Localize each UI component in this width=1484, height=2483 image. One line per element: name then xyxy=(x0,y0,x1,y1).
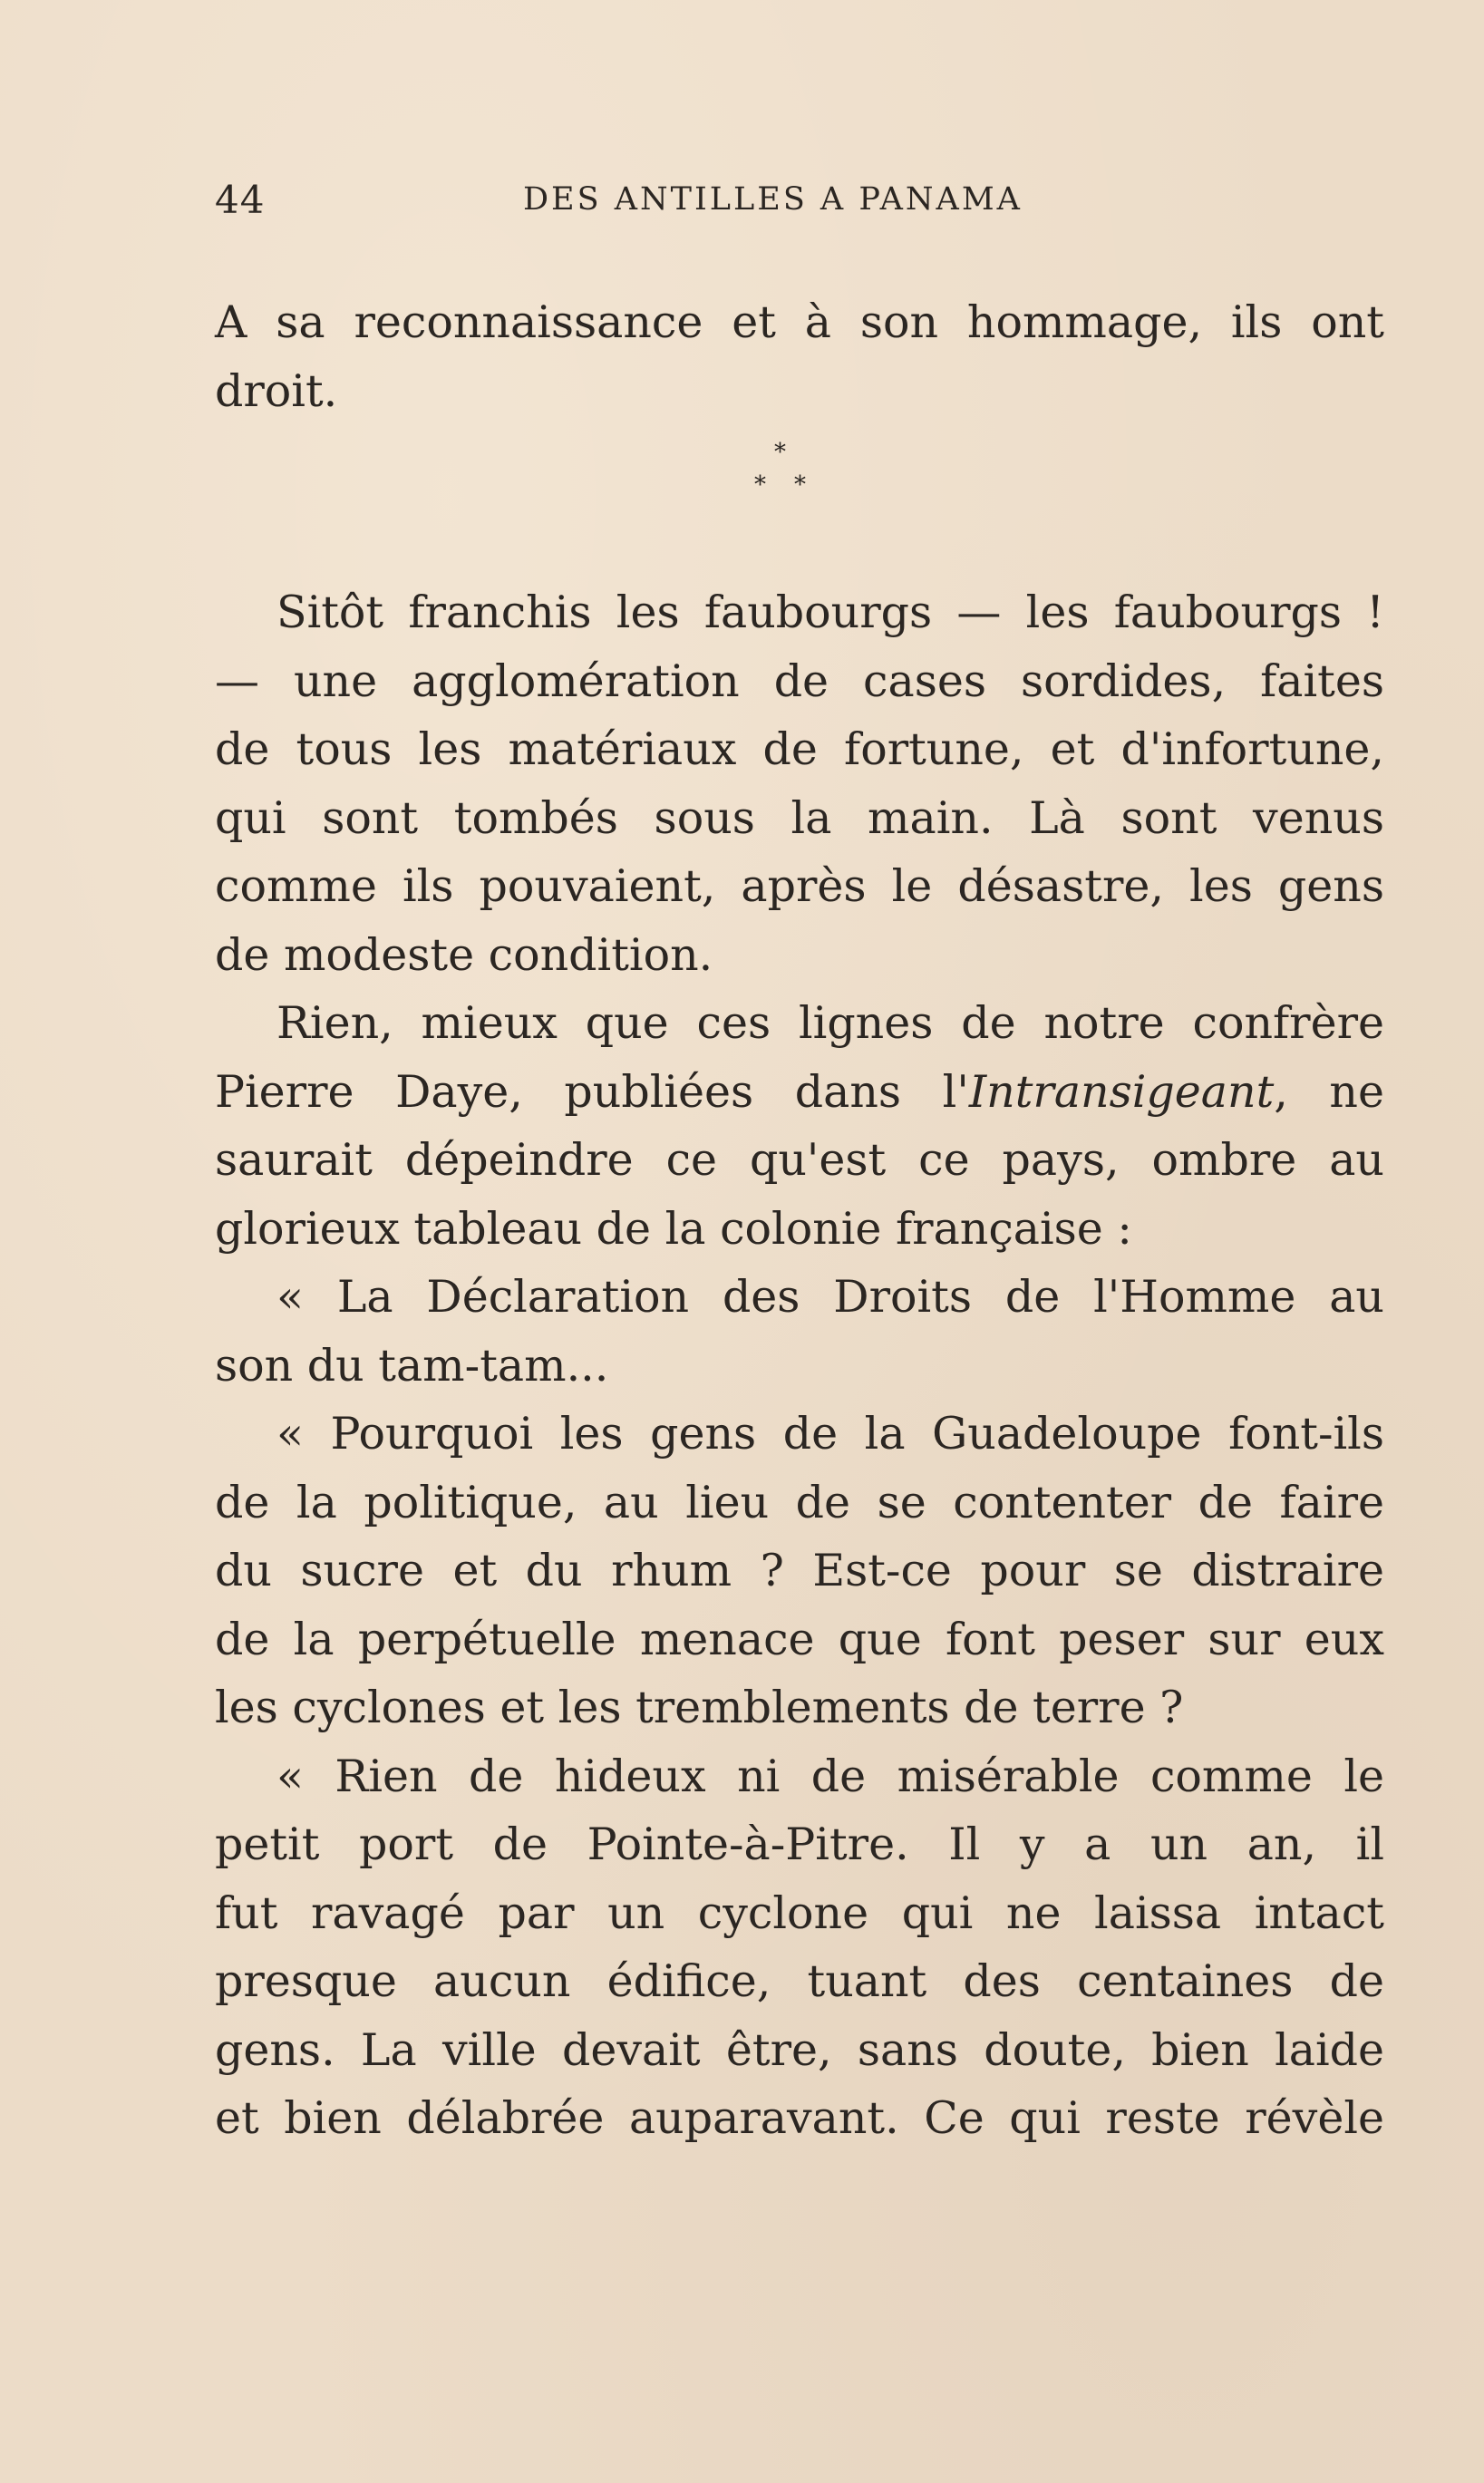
text-segment: , ne xyxy=(1274,1065,1384,1118)
asterism-star: * xyxy=(774,439,786,466)
running-head xyxy=(215,178,1384,232)
text-line: A sa reconnaissance et à son hommage, ils ont xyxy=(215,296,1384,348)
text-line: de la perpétuelle menace que font peser sur eux xyxy=(215,1613,1384,1665)
text-line: Rien, mieux que ces lignes de notre confrère xyxy=(276,997,1384,1049)
text-line: du sucre et du rhum ? Est-ce pour se distraire xyxy=(215,1545,1384,1596)
text-line: comme ils pouvaient, après le désastre, les gens xyxy=(215,860,1384,912)
text-line: droit. xyxy=(215,364,338,417)
text-line: — une agglomération de cases sordides, faites xyxy=(215,655,1384,707)
text-line: de tous les matériaux de fortune, et d'infortune, xyxy=(215,723,1384,775)
body-text xyxy=(215,288,1384,2153)
text-line: « La Déclaration des Droits de l'Homme au xyxy=(276,1271,1384,1323)
text-line: glorieux tableau de la colonie française : xyxy=(215,1202,1132,1255)
section-break xyxy=(215,425,1384,578)
text-line: fut ravagé par un cyclone qui ne laissa intact xyxy=(215,1886,1384,1939)
text-line: gens. La ville devait être, sans doute, bien laide xyxy=(215,2023,1384,2076)
text-segment: Pierre Daye, publiées dans l' xyxy=(215,1065,969,1118)
running-title: DES ANTILLES A PANAMA xyxy=(523,181,1023,218)
asterism-star: * xyxy=(754,471,766,499)
text-line: et bien délabrée auparavant. Ce qui reste révèle xyxy=(215,2092,1384,2144)
asterism-star: * xyxy=(794,471,806,499)
text-line xyxy=(215,1058,1384,1127)
text-line: son du tam-tam... xyxy=(215,1339,609,1392)
page-number: 44 xyxy=(215,178,266,222)
text-line: qui sont tombés sous la main. Là sont venus xyxy=(215,791,1384,844)
newspaper-title: Intransigeant xyxy=(968,1065,1275,1118)
text-line: de modeste condition. xyxy=(215,928,713,981)
text-line: les cyclones et les tremblements de terre ? xyxy=(215,1682,1184,1733)
text-line: Sitôt franchis les faubourgs — les faubourgs ! xyxy=(276,587,1384,638)
text-line: saurait dépeindre ce qu'est ce pays, ombre au xyxy=(215,1134,1384,1186)
text-line: « Pourquoi les gens de la Guadeloupe font-ils xyxy=(276,1408,1384,1460)
text-line: « Rien de hideux ni de misérable comme le xyxy=(276,1750,1384,1802)
text-line: petit port de Pointe-à-Pitre. Il y a un an, il xyxy=(215,1819,1384,1870)
text-line: de la politique, au lieu de se contenter de faire xyxy=(215,1476,1384,1528)
text-line: presque aucun édifice, tuant des centaines de xyxy=(215,1955,1384,2007)
